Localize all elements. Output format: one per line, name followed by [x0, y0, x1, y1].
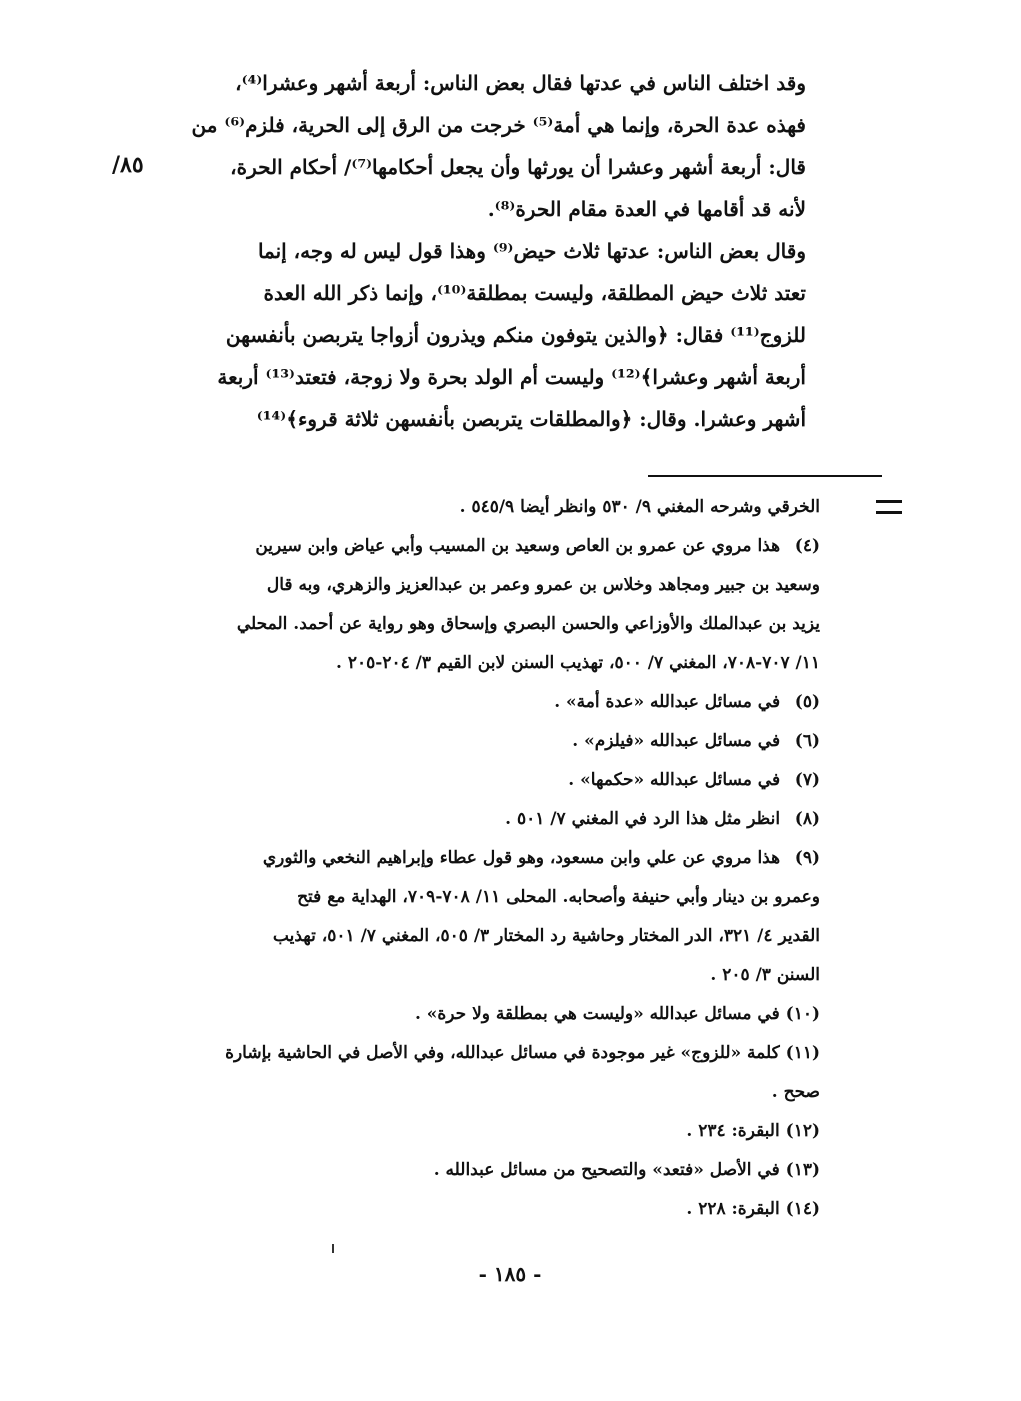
main-text-line: أشهر وعشرا. وقال: ﴿والمطلقات يتربصن بأنفسهن ثلاثة قروء﴾⁽¹⁴⁾ — [256, 407, 806, 431]
main-text-line: للزوج⁽¹¹⁾ فقال: ﴿والذين يتوفون منكم ويذرون أزواجا يتربصن بأنفسهن — [225, 323, 806, 347]
footnote-number: (١٣) — [785, 1160, 820, 1180]
footnote-7 — [160, 761, 820, 800]
footnote-number: (٩) — [794, 848, 820, 868]
footnote-text: هذا مروي عن عمرو بن العاص وسعيد بن المسيب وأبي عياض وابن سيرين — [255, 536, 781, 556]
footnote-number: (٨) — [794, 809, 820, 829]
footnote-text: في مسائل عبدالله «حكمها» . — [568, 770, 781, 790]
footnote-11 — [160, 1034, 820, 1073]
footnote-6 — [160, 722, 820, 761]
main-text-line: لأنه قد أقامها في العدة مقام الحرة⁽⁸⁾. — [487, 197, 806, 221]
footnote-14 — [160, 1190, 820, 1229]
footnote-continuation-mark — [876, 500, 902, 514]
main-text-line: وقال بعض الناس: عدتها ثلاث حيض⁽⁹⁾ وهذا قول ليس له وجه، إنما — [257, 239, 806, 263]
footnote-text: في الأصل «فتعد» والتصحيح من مسائل عبدالله . — [433, 1160, 780, 1180]
footnote-9-line: السنن ٣/ ٢٠٥ . — [710, 965, 820, 985]
footnote-8 — [160, 800, 820, 839]
footnote-10 — [160, 995, 820, 1034]
footnote-text: كلمة «للزوج» غير موجودة في مسائل عبدالله، وفي الأصل في الحاشية بإشارة — [225, 1043, 780, 1063]
footnote-4-line: وسعيد بن جبير ومجاهد وخلاس بن عمرو وعمر بن عبدالعزيز والزهري، وبه قال — [266, 575, 820, 595]
footnote-number: (١٢) — [785, 1121, 820, 1141]
footnote-13 — [160, 1151, 820, 1190]
footnote-text: هذا مروي عن علي وابن مسعود، وهو قول عطاء وإبراهيم النخعي والثوري — [262, 848, 781, 868]
footnote-text: في مسائل عبدالله «عدة أمة» . — [554, 692, 781, 712]
footnote-text: في مسائل عبدالله «فيلزم» . — [572, 731, 781, 751]
footnote-text: البقرة: ٢٣٤ . — [686, 1121, 780, 1141]
footnote-text: البقرة: ٢٢٨ . — [686, 1199, 780, 1219]
page-number: - ١٨٥ - — [478, 1262, 542, 1286]
footnote-number: (١٠) — [785, 1004, 820, 1024]
manuscript-folio-marker: ٨٥/ — [112, 152, 144, 178]
footnote-11-line: صحح . — [771, 1082, 820, 1102]
footnote-5 — [160, 683, 820, 722]
footnotes — [160, 488, 820, 1229]
footnote-number: (١١) — [785, 1043, 820, 1063]
footnote-continuation: الخرقي وشرحه المغني ٩/ ٥٣٠ وانظر أيضا ٥٤٥/٩ . — [459, 497, 820, 517]
footnote-number: (٦) — [794, 731, 820, 751]
main-text — [150, 62, 806, 440]
footnote-9-line: القدير ٤/ ٣٢١، الدر المختار وحاشية رد المختار ٣/ ٥٠٥، المغني ٧/ ٥٠١، تهذيب — [272, 926, 820, 946]
footnote-4 — [160, 527, 820, 566]
footnote-text: انظر مثل هذا الرد في المغني ٧/ ٥٠١ . — [505, 809, 781, 829]
footnote-separator — [648, 475, 882, 477]
footnote-number: (٤) — [794, 536, 820, 556]
main-text-line: قال: أربعة أشهر وعشرا أن يورثها وأن يجعل أحكامها⁽⁷⁾/ أحكام الحرة، — [230, 155, 806, 179]
main-paragraph — [150, 62, 806, 440]
main-text-line: أربعة أشهر وعشرا﴾⁽¹²⁾ وليست أم الولد بحرة ولا زوجة، فتعتد⁽¹³⁾ أربعة — [217, 365, 806, 389]
footnote-4-line: ١١/ ٧٠٧-٧٠٨، المغني ٧/ ٥٠٠، تهذيب السنن لابن القيم ٣/ ٢٠٤-٢٠٥ . — [336, 653, 820, 673]
footnote-12 — [160, 1112, 820, 1151]
main-text-line: فهذه عدة الحرة، وإنما هي أمة⁽⁵⁾ خرجت من الرق إلى الحرية، فلزم⁽⁶⁾ من — [191, 113, 806, 137]
footnote-9 — [160, 839, 820, 878]
footnote-number: (٥) — [794, 692, 820, 712]
main-text-line: وقد اختلف الناس في عدتها فقال بعض الناس: أربعة أشهر وعشرا⁽⁴⁾، — [235, 71, 806, 95]
footnote-9-line: وعمرو بن دينار وأبي حنيفة وأصحابه. المحلى ١١/ ٧٠٨-٧٠٩، الهداية مع فتح — [297, 887, 820, 907]
footnote-4-line: يزيد بن عبدالملك والأوزاعي والحسن البصري وإسحاق وهو رواية عن أحمد. المحلي — [236, 614, 820, 634]
footnote-text: في مسائل عبدالله «وليست هي بمطلقة ولا حرة» . — [414, 1004, 780, 1024]
main-text-line: تعتد ثلاث حيض المطلقة، وليست بمطلقة⁽¹⁰⁾، وإنما ذكر الله العدة — [263, 281, 806, 305]
scan-speck — [332, 1244, 334, 1253]
footnote-number: (١٤) — [785, 1199, 820, 1219]
footnote-number: (٧) — [794, 770, 820, 790]
